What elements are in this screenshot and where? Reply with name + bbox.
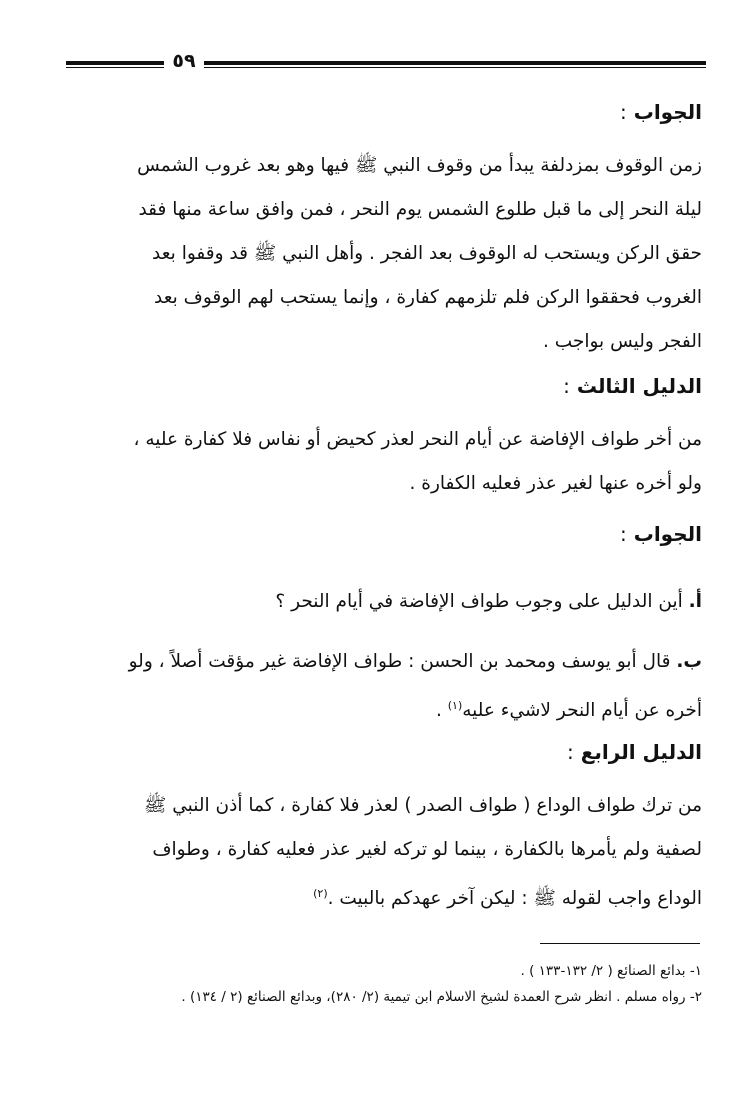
answer-heading-2 — [620, 522, 702, 546]
answer-1-line: الفجر وليس بواجب . — [543, 331, 702, 352]
point-b-line-1: قال أبو يوسف ومحمد بن الحسن : طواف الإفاضة غير مؤقت أصلاً ، ولو — [128, 651, 671, 672]
point-a-label: أ. — [688, 591, 702, 612]
answer-2-point-b — [42, 640, 702, 733]
evidence-4-heading-text: الدليل الرابع — [580, 740, 702, 764]
evidence-4-last-line: الوداع واجب لقوله ﷺ : ليكن آخر عهدكم بالبيت . — [327, 888, 702, 910]
footnotes — [42, 958, 702, 1010]
answer-1-line: ليلة النحر إلى ما قبل طلوع الشمس يوم النحر ، فمن وافق ساعة منها فقد — [138, 199, 702, 220]
evidence-3-heading-colon: : — [563, 374, 570, 398]
evidence-3-line: ولو أخره عنها لغير عذر فعليه الكفارة . — [409, 473, 702, 494]
evidence-3-line: من أخر طواف الإفاضة عن أيام النحر لعذر كحيض أو نفاس فلا كفارة عليه ، — [133, 429, 702, 450]
answer-1-line: الغروب فحققوا الركن فلم تلزمهم كفارة ، وإنما يستحب لهم الوقوف بعد — [154, 287, 702, 308]
evidence-4-line: من ترك طواف الوداع ( طواف الصدر ) لعذر فلا كفارة ، كما أذن النبي ﷺ — [144, 795, 702, 816]
header-rule-right — [204, 61, 706, 65]
footnote-ref-2: (٢) — [313, 887, 328, 900]
header-rule-left — [66, 61, 164, 65]
footnote-1: ١- بدائع الصنائع ( ٢/ ١٣٢-١٣٣ ) . — [520, 963, 702, 979]
footnote-ref-1: (١) — [447, 699, 463, 712]
page-number: ٥٩ — [172, 50, 196, 72]
evidence-3-heading-text: الدليل الثالث — [576, 374, 702, 398]
evidence-4-heading — [567, 740, 702, 764]
answer-heading-1-text: الجواب — [633, 100, 702, 124]
answer-heading-1 — [620, 100, 702, 124]
point-b-label: ب. — [676, 651, 702, 672]
evidence-4-paragraph — [42, 784, 702, 921]
point-a-text: أين الدليل على وجوب طواف الإفاضة في أيام النحر ؟ — [275, 591, 683, 612]
page-header — [66, 52, 706, 74]
answer-heading-2-colon: : — [620, 522, 627, 546]
answer-1-line: زمن الوقوف بمزدلفة يبدأ من وقوف النبي ﷺ فيها وهو بعد غروب الشمس — [137, 155, 702, 176]
answer-heading-2-text: الجواب — [633, 522, 702, 546]
evidence-4-line: لصفية ولم يأمرها بالكفارة ، بينما لو تركه لغير عذر فعليه كفارة ، وطواف — [152, 839, 702, 860]
evidence-3-paragraph — [42, 418, 702, 506]
evidence-3-heading — [563, 374, 702, 398]
evidence-4-heading-colon: : — [567, 740, 574, 764]
answer-2-point-a — [42, 580, 702, 624]
answer-1-line: حقق الركن ويستحب له الوقوف بعد الفجر . وأهل النبي ﷺ قد وقفوا بعد — [152, 243, 702, 264]
point-b-line-2: أخره عن أيام النحر لاشيء عليه — [462, 700, 702, 722]
answer-heading-1-colon: : — [620, 100, 627, 124]
footnote-separator — [540, 943, 700, 944]
point-b-line-2-end: . — [435, 700, 448, 722]
answer-1-paragraph — [42, 144, 702, 364]
footnote-2: ٢- رواه مسلم . انظر شرح العمدة لشيخ الاسلام ابن تيمية (٢/ ٢٨٠)، وبدائع الصنائع (٢ / ١٣٤) . — [181, 989, 702, 1005]
